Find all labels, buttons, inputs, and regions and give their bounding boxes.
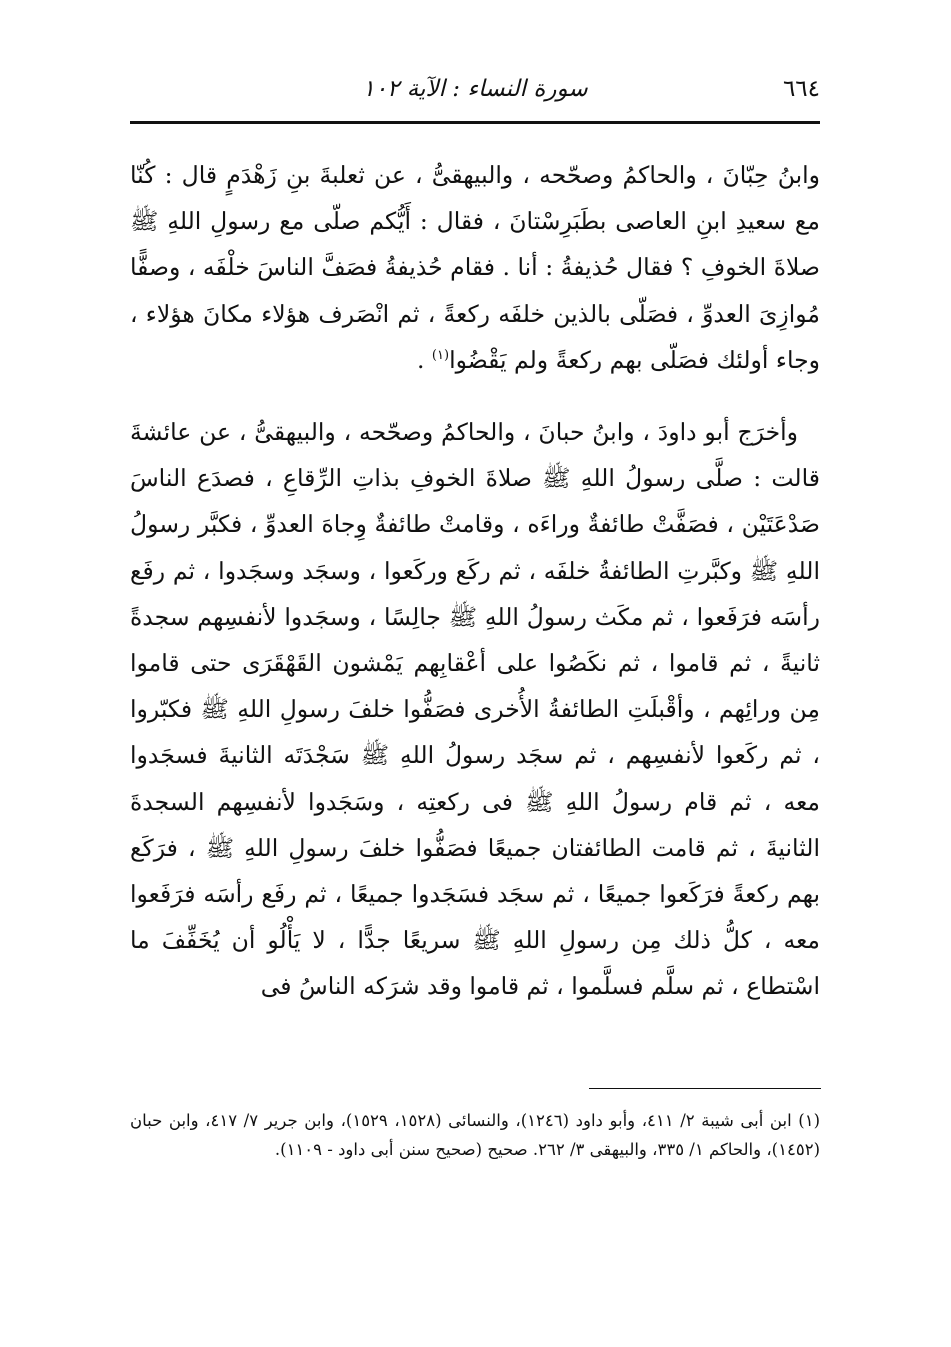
footnotes [130,1106,820,1164]
footnote-separator [589,1088,821,1089]
main-text [130,152,820,1010]
paragraph-2: وأخرَج أبو داودَ ، وابنُ حبانَ ، والحاكمُ وصحّحه ، والبيهقىُّ ، عن عائشةَ قالت : صلَّى رسولُ اللهِ ﷺ صلاةَ الخوفِ بذاتِ الرِّقاعِ ، فصدَع الناسَ صَدْعَتَيْن ، فصَفَّتْ طائفةٌ وراءَه ، وقامتْ طائفةٌ وِجاهَ العدوِّ ، فكبَّر رسولُ اللهِ ﷺ وكبَّرتِ الطائفةُ خلفَه ، ثم ركَع وركَعوا ، وسجَد وسجَدوا ، ثم رفَع رأسَه فرَفَعوا ، ثم مكَث رسولُ اللهِ ﷺ جالِسًا ، وسجَدوا لأنفسِهم سجدةً ثانيةً ، ثم قاموا ، ثم نكَصُوا على أعْقابِهم يَمْشون القَهْقَرَى حتى قاموا مِن ورائِهم ، وأقْبلَتِ الطائفةُ الأُخرى فصَفُّوا خلفَ رسولِ اللهِ ﷺ فكبّروا ، ثم ركَعوا لأنفسِهم ، ثم سجَد رسولُ اللهِ ﷺ سَجْدَتَه الثانيةَ فسجَدوا معه ، ثم قام رسولُ اللهِ ﷺ فى ركعتِه ، وسَجَدوا لأنفسِهم السجدةَ الثانيةَ ، ثم قامت الطائفتان جميعًا فصَفُّوا خلفَ رسولِ اللهِ ﷺ ، فرَكَع بهم ركعةً فرَكَعوا جميعًا ، ثم سجَد فسَجَدوا جميعًا ، ثم رفَع رأسَه فرَفَعوا معه ، كلُّ ذلك مِن رسولِ اللهِ ﷺ سريعًا جدًّا ، لا يَأْلُو أن يُخَفِّفَ ما اسْتطاع ، ثم سلَّم فسلَّموا ، ثم قاموا وقد شرَكه الناسُ فى [130,418,820,1001]
footnote-reference: (١) [431,347,450,363]
header-rule [130,121,820,124]
page-number: ٦٦٤ [782,76,820,102]
paragraph-1 [130,152,820,383]
running-title: سورة النساء : الآية ١٠٢ [362,76,588,102]
page-header [130,72,820,116]
footnote-1: (١) ابن أبى شيبة ٢/ ٤١١، وأبو داود (١٢٤٦)، والنسائى (١٥٢٨، ١٥٢٩)، وابن جرير ٧/ ٤١٧، وابن حبان (١٤٥٢)، والحاكم ١/ ٣٣٥، والبيهقى ٣/ ٢٦٢. صحيح (صحيح سنن أبى داود - ١١٠٩). [130,1111,820,1159]
paragraph-1-text: وابنُ حِبّانَ ، والحاكمُ وصحّحه ، والبيهقىُّ ، عن ثعلبةَ بنِ زَهْدَمٍ قال : كُنّا مع سعيدِ ابنِ العاصى بطَبَرِسْتانَ ، فقال : أَيُّكم صلّى مع رسولِ اللهِ ﷺ صلاةَ الخوفِ ؟ فقال حُذيفةُ : أنا . فقام حُذيفةُ فصَفَّ الناسَ خلْفَه ، وصفًّا مُوازِىَ العدوِّ ، فصَلّى بالذين خلفَه ركعةً ، ثم انْصَرف هؤلاء مكانَ هؤلاء ، وجاء أولئك فصَلّى بهم ركعةً ولم يَقْضُوا [130,161,820,374]
paragraph-1-end: . [416,345,432,374]
